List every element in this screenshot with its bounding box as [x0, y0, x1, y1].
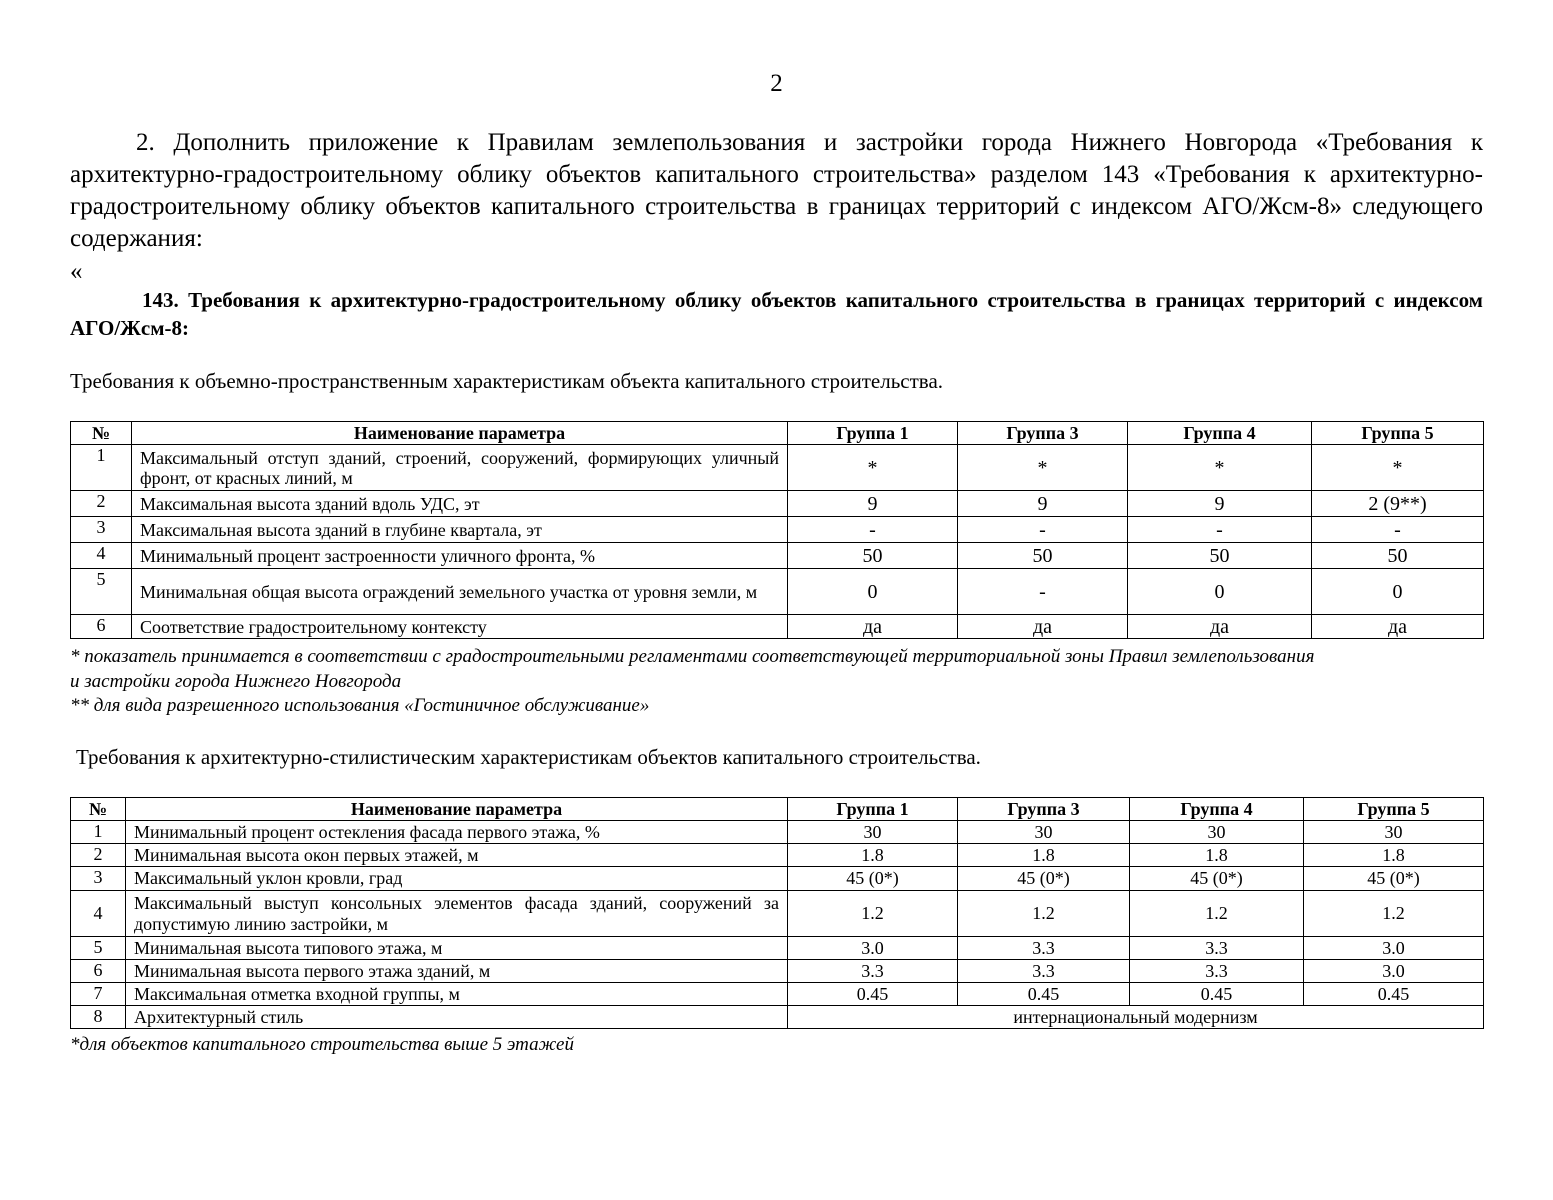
table-row [71, 821, 1484, 844]
group-5-value: 50 [1312, 543, 1484, 569]
row-number: 2 [71, 491, 132, 517]
table-row [71, 937, 1484, 960]
footnote-hotel-service: ** для вида разрешенного использования «Гостиничное обслуживание» [70, 695, 650, 716]
group-3-value: 0.45 [958, 983, 1130, 1006]
table-header-row [71, 422, 1484, 445]
group-4-value: 3.3 [1130, 937, 1304, 960]
group-5-value: 3.0 [1304, 960, 1484, 983]
parameter-name: Максимальная отметка входной группы, м [126, 983, 788, 1006]
row-number: 2 [71, 844, 126, 867]
parameter-name: Максимальный уклон кровли, град [126, 867, 788, 891]
col-header-parameter: Наименование параметра [132, 422, 788, 445]
group-1-value: 1.2 [788, 891, 958, 937]
table-row [71, 569, 1484, 615]
group-4-value: 1.8 [1130, 844, 1304, 867]
intro-text: 2. Дополнить приложение к Правилам землепользования и застройки города Нижнего Новгорода «Требования к архитектурно-градостроительному облику объектов капитального строительства» разделом 143 «Требования к архитектурно-градостроительному облику объектов капитального строительства в границах территорий с индексом АГО/Жсм-8» следующего содержания: [70, 129, 1483, 252]
parameter-name: Максимальный отступ зданий, строений, сооружений, формирующих уличный фронт, от красных линий, м [132, 445, 788, 491]
col-header-group-1: Группа 1 [788, 422, 958, 445]
row-number: 6 [71, 960, 126, 983]
intro-paragraph [70, 127, 1483, 255]
section-title-text: 143. Требования к архитектурно-градостроительному облику объектов капитального строительства в границах территорий с индексом АГО/Жсм-8: [70, 288, 1483, 340]
group-5-value: 30 [1304, 821, 1484, 844]
group-3-value: 50 [958, 543, 1128, 569]
table-row [71, 960, 1484, 983]
group-5-value: 1.2 [1304, 891, 1484, 937]
group-5-value: да [1312, 615, 1484, 639]
group-4-value: 50 [1128, 543, 1312, 569]
row-number: 3 [71, 867, 126, 891]
row-number: 1 [71, 821, 126, 844]
footnote-regulations: * показатель принимается в соответствии с градостроительными регламентами соответствующей территориальной зоны Правил землепользования [70, 646, 1315, 667]
group-1-value: 3.3 [788, 960, 958, 983]
group-3-value: - [958, 517, 1128, 543]
group-5-value: 0.45 [1304, 983, 1484, 1006]
col-header-group-1: Группа 1 [788, 798, 958, 821]
group-5-value: 0 [1312, 569, 1484, 615]
group-4-value: 9 [1128, 491, 1312, 517]
group-3-value: 30 [958, 821, 1130, 844]
parameter-name: Минимальная общая высота ограждений земельного участка от уровня земли, м [132, 569, 788, 615]
col-header-parameter: Наименование параметра [126, 798, 788, 821]
page-number: 2 [770, 70, 783, 97]
col-header-number: № [71, 422, 132, 445]
volume-spatial-table [70, 421, 1484, 639]
table2-heading: Требования к архитектурно-стилистическим характеристикам объектов капитального строительства. [76, 745, 981, 769]
group-3-value: 9 [958, 491, 1128, 517]
parameter-name: Минимальная высота типового этажа, м [126, 937, 788, 960]
table-row [71, 867, 1484, 891]
col-header-number: № [71, 798, 126, 821]
group-5-value: 2 (9**) [1312, 491, 1484, 517]
row-number: 6 [71, 615, 132, 639]
table-row [71, 1006, 1484, 1029]
group-5-value: 3.0 [1304, 937, 1484, 960]
col-header-group-3: Группа 3 [958, 798, 1130, 821]
group-4-value: да [1128, 615, 1312, 639]
parameter-name: Архитектурный стиль [126, 1006, 788, 1029]
row-number: 8 [71, 1006, 126, 1029]
footnote-above-5-floors: *для объектов капитального строительства выше 5 этажей [70, 1034, 574, 1055]
table-row [71, 543, 1484, 569]
parameter-name: Максимальная высота зданий вдоль УДС, эт [132, 491, 788, 517]
col-header-group-5: Группа 5 [1304, 798, 1484, 821]
table-row [71, 891, 1484, 937]
group-4-value: 3.3 [1130, 960, 1304, 983]
group-3-value: 45 (0*) [958, 867, 1130, 891]
group-5-value: - [1312, 517, 1484, 543]
group-5-value: 45 (0*) [1304, 867, 1484, 891]
group-3-value: - [958, 569, 1128, 615]
parameter-name: Максимальная высота зданий в глубине квартала, эт [132, 517, 788, 543]
group-4-value: 0.45 [1130, 983, 1304, 1006]
row-number: 4 [71, 543, 132, 569]
group-1-value: 3.0 [788, 937, 958, 960]
parameter-name: Минимальный процент застроенности уличного фронта, % [132, 543, 788, 569]
row-number: 4 [71, 891, 126, 937]
group-4-value: 1.2 [1130, 891, 1304, 937]
group-1-value: 1.8 [788, 844, 958, 867]
table-row [71, 983, 1484, 1006]
col-header-group-5: Группа 5 [1312, 422, 1484, 445]
open-quote: « [70, 258, 83, 285]
group-3-value: да [958, 615, 1128, 639]
group-4-value: 30 [1130, 821, 1304, 844]
group-1-value: 0.45 [788, 983, 958, 1006]
parameter-name: Минимальная высота первого этажа зданий, м [126, 960, 788, 983]
row-number: 7 [71, 983, 126, 1006]
architectural-style-table [70, 797, 1484, 1029]
group-1-value: 30 [788, 821, 958, 844]
table-header-row [71, 798, 1484, 821]
parameter-name: Соответствие градостроительному контексту [132, 615, 788, 639]
group-1-value: 50 [788, 543, 958, 569]
group-4-value: - [1128, 517, 1312, 543]
group-4-value: 45 (0*) [1130, 867, 1304, 891]
section-title [70, 286, 1483, 342]
footnote-regulations-cont: и застройки города Нижнего Новгорода [70, 671, 402, 692]
group-3-value: 1.2 [958, 891, 1130, 937]
row-number: 3 [71, 517, 132, 543]
architectural-style-value: интернациональный модернизм [788, 1006, 1484, 1029]
row-number: 1 [71, 445, 132, 491]
table-row [71, 517, 1484, 543]
group-1-value: * [788, 445, 958, 491]
group-5-value: 1.8 [1304, 844, 1484, 867]
group-3-value: 3.3 [958, 937, 1130, 960]
parameter-name: Минимальная высота окон первых этажей, м [126, 844, 788, 867]
group-1-value: 0 [788, 569, 958, 615]
col-header-group-4: Группа 4 [1130, 798, 1304, 821]
table-row [71, 615, 1484, 639]
parameter-name: Максимальный выступ консольных элементов фасада зданий, сооружений за допустимую линию застройки, м [126, 891, 788, 937]
parameter-name: Минимальный процент остекления фасада первого этажа, % [126, 821, 788, 844]
table-row [71, 445, 1484, 491]
group-1-value: 45 (0*) [788, 867, 958, 891]
group-3-value: * [958, 445, 1128, 491]
row-number: 5 [71, 569, 132, 615]
group-3-value: 1.8 [958, 844, 1130, 867]
group-1-value: - [788, 517, 958, 543]
col-header-group-3: Группа 3 [958, 422, 1128, 445]
row-number: 5 [71, 937, 126, 960]
table-row [71, 844, 1484, 867]
group-1-value: да [788, 615, 958, 639]
group-3-value: 3.3 [958, 960, 1130, 983]
col-header-group-4: Группа 4 [1128, 422, 1312, 445]
group-5-value: * [1312, 445, 1484, 491]
group-4-value: * [1128, 445, 1312, 491]
group-4-value: 0 [1128, 569, 1312, 615]
group-1-value: 9 [788, 491, 958, 517]
table1-heading: Требования к объемно-пространственным характеристикам объекта капитального строительства. [70, 369, 944, 393]
table-row [71, 491, 1484, 517]
